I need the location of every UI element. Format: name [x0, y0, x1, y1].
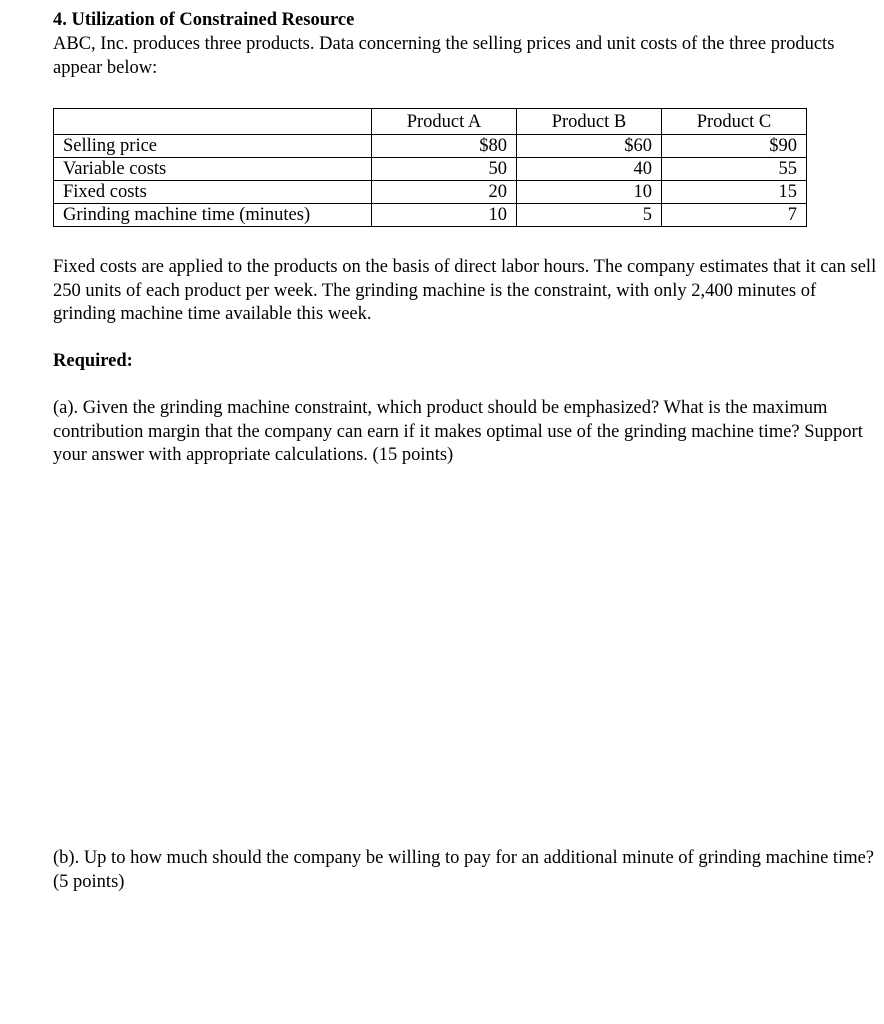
cell-value: 15 [662, 181, 807, 204]
cell-value: 20 [372, 181, 517, 204]
cell-value: 7 [662, 204, 807, 227]
table-header-blank [54, 109, 372, 135]
row-label: Grinding machine time (minutes) [54, 204, 372, 227]
question-b: (b). Up to how much should the company be willing to pay for an additional minute of grinding machine time? (5 points) [53, 848, 875, 892]
cell-value: 40 [517, 158, 662, 181]
cell-value: 5 [517, 204, 662, 227]
column-header-product-c: Product C [662, 109, 807, 135]
cell-value: 50 [372, 158, 517, 181]
intro-paragraph: ABC, Inc. produces three products. Data concerning the selling prices and unit costs of the three products appear below: [53, 34, 835, 78]
table-header-row [54, 109, 807, 135]
cell-value: $90 [662, 135, 807, 158]
cell-value: $80 [372, 135, 517, 158]
cell-value: 55 [662, 158, 807, 181]
section-title: 4. Utilization of Constrained Resource [53, 10, 355, 30]
table-row [54, 204, 807, 227]
row-label: Selling price [54, 135, 372, 158]
column-header-product-a: Product A [372, 109, 517, 135]
question-a: (a). Given the grinding machine constraint, which product should be emphasized? What is the maximum contribution margin that the company can earn if it makes optimal use of the grinding machine time? Support your answer with appropriate calculations. (15 points) [53, 398, 863, 465]
table-row [54, 135, 807, 158]
cell-value: 10 [517, 181, 662, 204]
row-label: Fixed costs [54, 181, 372, 204]
required-heading: Required: [53, 351, 133, 371]
cell-value: $60 [517, 135, 662, 158]
product-data-table [53, 108, 807, 227]
cell-value: 10 [372, 204, 517, 227]
constraint-paragraph: Fixed costs are applied to the products on the basis of direct labor hours. The company estimates that it can sell 250 units of each product per week. The grinding machine is the constraint, with only 2,400 minutes of grinding machine time available this week. [53, 257, 877, 324]
column-header-product-b: Product B [517, 109, 662, 135]
table-row [54, 158, 807, 181]
row-label: Variable costs [54, 158, 372, 181]
table-row [54, 181, 807, 204]
